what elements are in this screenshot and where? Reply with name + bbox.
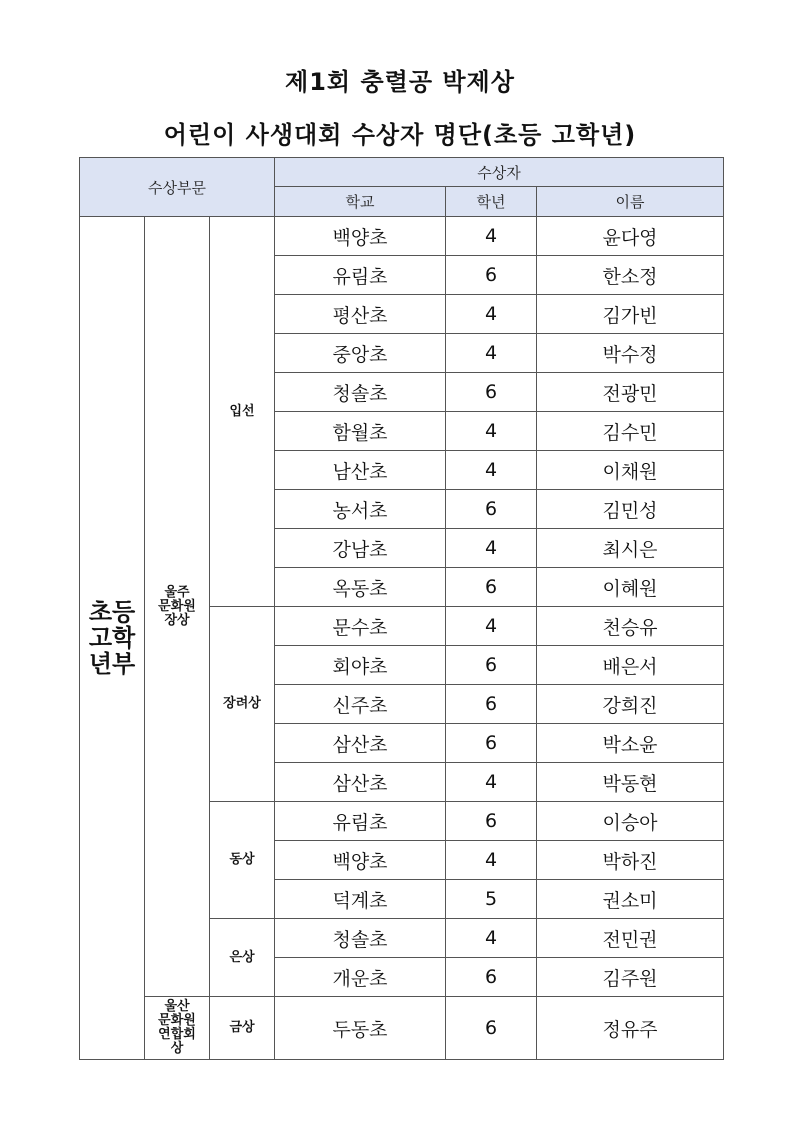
award-body-ulsan-line: 문화원 xyxy=(158,1013,196,1028)
cell-name: 윤다영 xyxy=(537,217,724,256)
cell-name: 배은서 xyxy=(537,646,724,685)
cell-school: 회야초 xyxy=(275,646,446,685)
cell-grade: 6 xyxy=(446,724,537,763)
table-row xyxy=(80,997,724,1060)
cell-grade: 6 xyxy=(446,802,537,841)
cell-grade: 4 xyxy=(446,763,537,802)
cell-name: 박수정 xyxy=(537,334,724,373)
cell-grade: 4 xyxy=(446,607,537,646)
award-body-ulju-line: 울주 xyxy=(164,584,190,600)
cell-name: 김가빈 xyxy=(537,295,724,334)
cell-school: 백양초 xyxy=(275,841,446,880)
cell-name: 김민성 xyxy=(537,490,724,529)
award-level-dong: 동상 xyxy=(210,802,275,919)
cell-school: 평산초 xyxy=(275,295,446,334)
cell-school: 유림초 xyxy=(275,802,446,841)
cell-name: 박동현 xyxy=(537,763,724,802)
division-label-line: 초등 xyxy=(88,598,136,626)
document-subtitle: 어린이 사생대회 수상자 명단(초등 고학년) xyxy=(163,121,637,149)
cell-school: 옥동초 xyxy=(275,568,446,607)
header-category: 수상부문 xyxy=(80,158,275,217)
cell-grade: 5 xyxy=(446,880,537,919)
cell-name: 전광민 xyxy=(537,373,724,412)
award-body-ulsan-line: 상 xyxy=(170,1041,184,1056)
header-grade: 학년 xyxy=(446,187,537,217)
cell-name: 최시은 xyxy=(537,529,724,568)
cell-name: 한소정 xyxy=(537,256,724,295)
cell-school: 두동초 xyxy=(275,997,446,1060)
cell-school: 중앙초 xyxy=(275,334,446,373)
cell-grade: 6 xyxy=(446,958,537,997)
cell-grade: 6 xyxy=(446,685,537,724)
header-name: 이름 xyxy=(537,187,724,217)
cell-grade: 6 xyxy=(446,568,537,607)
cell-name: 김수민 xyxy=(537,412,724,451)
cell-grade: 6 xyxy=(446,490,537,529)
cell-grade: 6 xyxy=(446,646,537,685)
award-level-geum: 금상 xyxy=(210,997,275,1060)
cell-school: 농서초 xyxy=(275,490,446,529)
table-row xyxy=(80,217,724,256)
cell-grade: 4 xyxy=(446,295,537,334)
award-body-ulsan-line: 연합회 xyxy=(158,1027,196,1042)
cell-school: 남산초 xyxy=(275,451,446,490)
cell-name: 김주원 xyxy=(537,958,724,997)
cell-grade: 4 xyxy=(446,919,537,958)
cell-name: 이승아 xyxy=(537,802,724,841)
award-level-jangryeo: 장려상 xyxy=(210,607,275,802)
cell-name: 강희진 xyxy=(537,685,724,724)
cell-grade: 4 xyxy=(446,334,537,373)
award-body-ulju-line: 장상 xyxy=(164,612,190,628)
cell-school: 삼산초 xyxy=(275,763,446,802)
award-level-ipseon: 입선 xyxy=(210,217,275,607)
header-awardees: 수상자 xyxy=(275,158,724,187)
cell-school: 신주초 xyxy=(275,685,446,724)
cell-grade: 6 xyxy=(446,997,537,1060)
cell-grade: 4 xyxy=(446,841,537,880)
award-body-ulsan xyxy=(145,997,210,1060)
cell-school: 강남초 xyxy=(275,529,446,568)
cell-name: 전민권 xyxy=(537,919,724,958)
cell-name: 권소미 xyxy=(537,880,724,919)
cell-school: 문수초 xyxy=(275,607,446,646)
cell-school: 청솔초 xyxy=(275,919,446,958)
cell-name: 이채원 xyxy=(537,451,724,490)
cell-name: 박소윤 xyxy=(537,724,724,763)
cell-school: 유림초 xyxy=(275,256,446,295)
division-label-line: 년부 xyxy=(88,650,136,678)
cell-name: 이혜원 xyxy=(537,568,724,607)
cell-school: 청솔초 xyxy=(275,373,446,412)
awardee-table xyxy=(79,157,724,1060)
cell-grade: 6 xyxy=(446,256,537,295)
award-body-ulju xyxy=(145,217,210,997)
cell-school: 백양초 xyxy=(275,217,446,256)
header-school: 학교 xyxy=(275,187,446,217)
cell-school: 개운초 xyxy=(275,958,446,997)
cell-grade: 4 xyxy=(446,217,537,256)
cell-name: 천승유 xyxy=(537,607,724,646)
cell-school: 덕계초 xyxy=(275,880,446,919)
cell-school: 함월초 xyxy=(275,412,446,451)
award-body-ulju-line: 문화원 xyxy=(158,598,196,614)
cell-name: 정유주 xyxy=(537,997,724,1060)
award-level-eun: 은상 xyxy=(210,919,275,997)
award-body-ulsan-line: 울산 xyxy=(164,999,190,1014)
cell-grade: 4 xyxy=(446,451,537,490)
cell-grade: 6 xyxy=(446,373,537,412)
division-label-line: 고학 xyxy=(88,624,136,652)
document-title: 제1회 충렬공 박제상 xyxy=(285,68,515,96)
cell-grade: 4 xyxy=(446,529,537,568)
division-label xyxy=(80,217,145,1060)
cell-grade: 4 xyxy=(446,412,537,451)
cell-name: 박하진 xyxy=(537,841,724,880)
cell-school: 삼산초 xyxy=(275,724,446,763)
